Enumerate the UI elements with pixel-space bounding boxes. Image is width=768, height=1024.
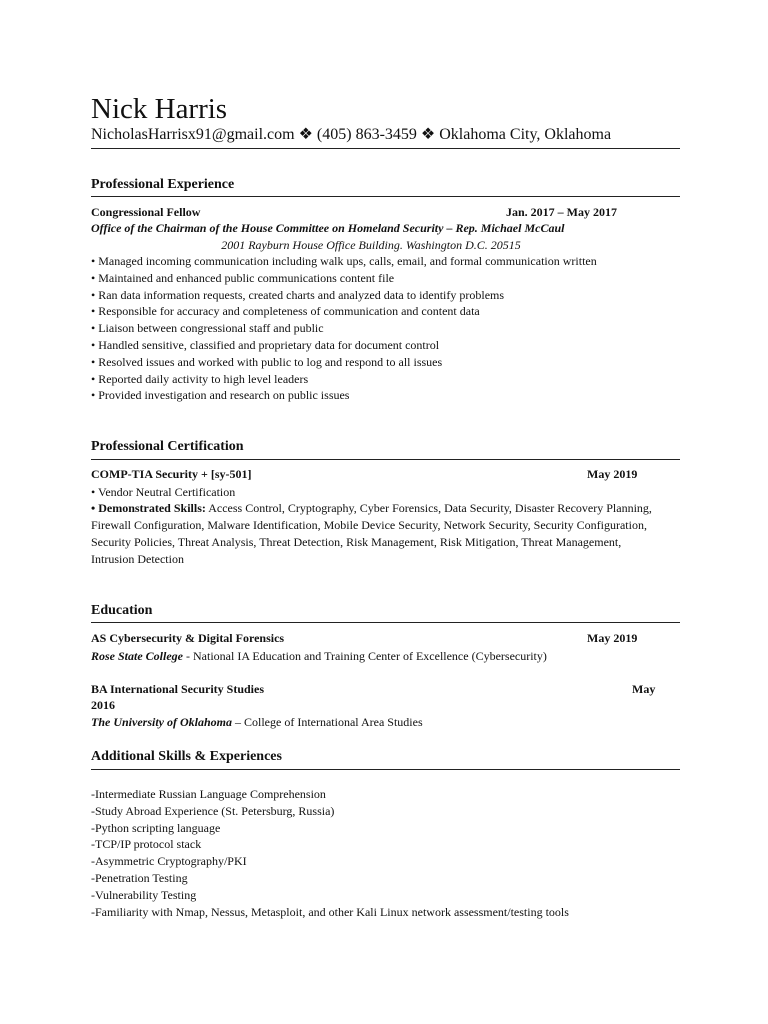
certification-name: COMP-TIA Security + [sy-501] (91, 467, 252, 481)
additional-skills-list (91, 786, 680, 920)
list-item: -Vulnerability Testing (91, 887, 197, 902)
skills-text: Access Control, Cryptography, Cyber Forensics, Data Security, Disaster Recovery Planning, Firewall Configuration, Malware Identification, Mobile Device Security, Network Security, Security Configuration, Security Policies, Threat Analysis, Threat Detection, Risk Management, Risk Mitigation, Threat Management, Intrusion Detection (91, 501, 652, 566)
experience-org: Office of the Chairman of the House Committee on Homeland Security – Rep. Michael McCaul (91, 221, 565, 235)
experience-dates: Jan. 2017 – May 2017 (506, 205, 617, 219)
experience-bullet-list (91, 253, 680, 404)
list-item: • Ran data information requests, created charts and analyzed data to identify problems (91, 287, 505, 302)
contact-line (91, 125, 611, 145)
list-item: -Study Abroad Experience (St. Petersburg, Russia) (91, 803, 335, 818)
certification-skills (91, 500, 661, 568)
section-divider (91, 459, 680, 460)
list-item: • Resolved issues and worked with public to log and respond to all issues (91, 354, 443, 369)
list-item: • Reported daily activity to high level leaders (91, 371, 309, 386)
certification-bullet: • Vendor Neutral Certification (91, 485, 236, 499)
header-divider (91, 148, 680, 149)
education-ba-header (91, 681, 680, 698)
list-item: -Asymmetric Cryptography/PKI (91, 854, 247, 869)
skills-label: • Demonstrated Skills: (91, 501, 206, 515)
list-item: -Familiarity with Nmap, Nessus, Metasploit, and other Kali Linux network assessment/testing tools (91, 904, 569, 919)
section-divider (91, 622, 680, 623)
ba-school-detail: – College of International Area Studies (235, 715, 423, 729)
section-title-certification: Professional Certification (91, 439, 244, 454)
certification-header (91, 466, 680, 483)
resume-name: Nick Harris (91, 93, 228, 125)
list-item: • Managed incoming communication including walk ups, calls, email, and formal communication written (91, 254, 597, 268)
list-item: • Liaison between congressional staff and public (91, 321, 324, 336)
list-item: • Maintained and enhanced public communications content file (91, 270, 395, 285)
ba-school-name: The University of Oklahoma (91, 715, 232, 729)
as-school-name: Rose State College (91, 649, 183, 663)
as-date: May 2019 (587, 631, 638, 645)
separator-icon: ❖ (298, 126, 313, 143)
as-degree: AS Cybersecurity & Digital Forensics (91, 631, 285, 645)
education-ba-school (91, 714, 680, 731)
section-title-education: Education (91, 603, 153, 618)
separator-icon: ❖ (420, 126, 436, 143)
section-title-additional: Additional Skills & Experiences (91, 749, 282, 764)
email-text: NicholasHarrisx91@gmail.com (91, 126, 295, 143)
location-text: Oklahoma City, Oklahoma (439, 126, 612, 143)
education-as-school (91, 648, 680, 665)
section-divider (91, 196, 680, 197)
list-item: • Provided investigation and research on public issues (91, 388, 350, 403)
experience-header (91, 204, 680, 221)
phone-text: (405) 863-3459 (316, 126, 417, 143)
experience-role: Congressional Fellow (91, 205, 201, 219)
list-item: -Intermediate Russian Language Comprehension (91, 787, 326, 801)
experience-address: 2001 Rayburn House Office Building. Washington D.C. 20515 (221, 238, 521, 252)
ba-date-year: 2016 (91, 698, 115, 712)
list-item: -Python scripting language (91, 820, 221, 835)
education-as-header (91, 630, 680, 647)
ba-date-month: May (632, 682, 656, 696)
ba-degree: BA International Security Studies (91, 682, 265, 696)
as-school-detail: - National IA Education and Training Center of Excellence (Cybersecurity) (186, 649, 547, 663)
section-divider (91, 769, 680, 770)
certification-date: May 2019 (587, 467, 638, 481)
section-title-experience: Professional Experience (91, 177, 235, 192)
list-item: • Handled sensitive, classified and proprietary data for document control (91, 337, 440, 352)
list-item: -Penetration Testing (91, 870, 188, 885)
list-item: • Responsible for accuracy and completeness of communication and content data (91, 304, 480, 319)
list-item: -TCP/IP protocol stack (91, 837, 202, 852)
